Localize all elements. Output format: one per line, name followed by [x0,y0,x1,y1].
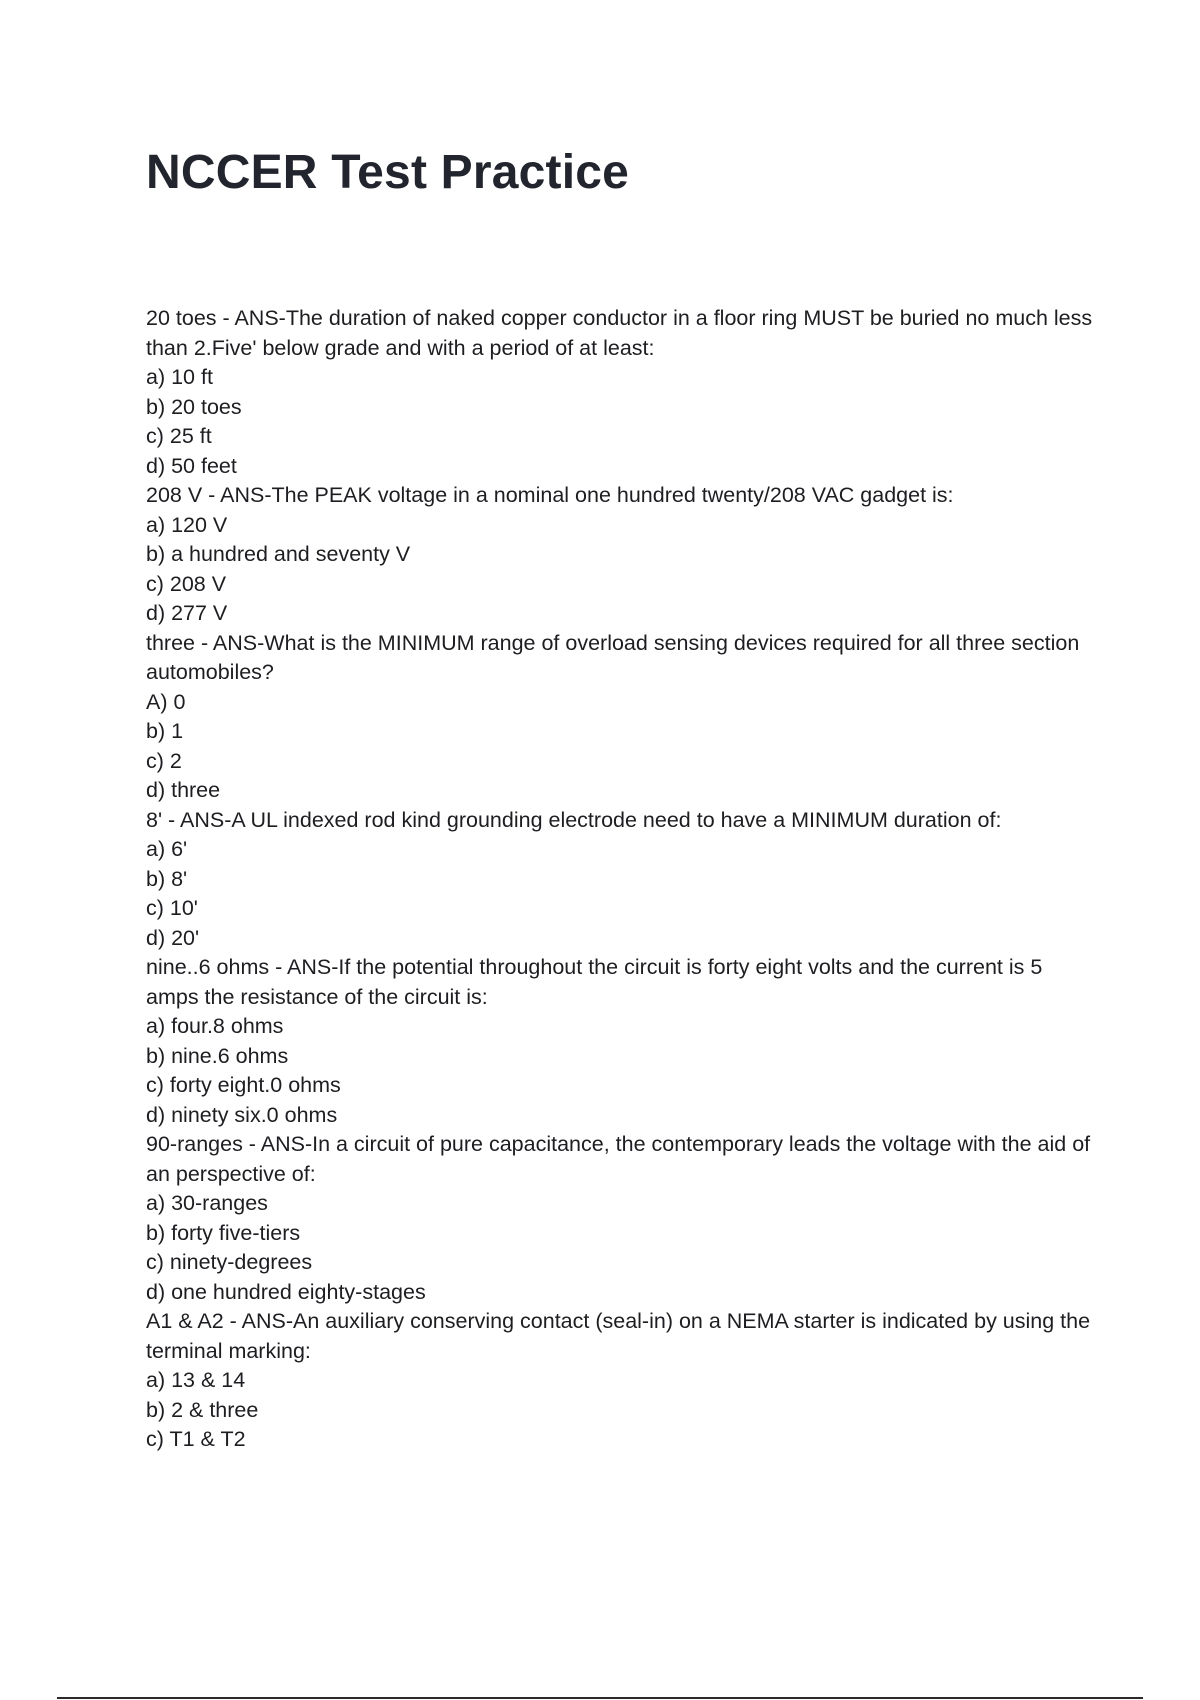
question-text: nine..6 ohms - ANS-If the potential throughout the circuit is forty eight volts and the current is 5 amps the resistance of the circuit is: [146,955,1043,1009]
question-block-7 [146,1307,1096,1455]
answer-option: c) 10' [146,896,198,920]
question-list [146,304,1096,1455]
answer-option: c) T1 & T2 [146,1427,246,1451]
question-block-5 [146,953,1096,1130]
answer-option: c) ninety-degrees [146,1250,313,1274]
answer-option: d) ninety six.0 ohms [146,1102,338,1127]
question-block-6 [146,1130,1096,1307]
answer-option: d) 20' [146,925,200,950]
answer-option: d) 277 V [146,601,228,625]
question-text: 208 V - ANS-The PEAK voltage in a nominal one hundred twenty/208 VAC gadget is: [146,483,954,507]
answer-option: d) 50 feet [146,453,237,478]
answer-option: b) 20 toes [146,394,242,419]
answer-option: a) four.8 ohms [146,1014,284,1038]
answer-option: c) 25 ft [146,424,212,448]
answer-option: a) 120 V [146,512,228,537]
answer-option: c) forty eight.0 ohms [146,1073,341,1097]
answer-option: b) 2 & three [146,1397,259,1422]
answer-option: b) forty five-tiers [146,1220,301,1245]
answer-option: b) a hundred and seventy V [146,542,411,566]
answer-option: a) 6' [146,837,188,861]
question-text: 8' - ANS-A UL indexed rod kind grounding electrode need to have a MINIMUM duration of: [146,807,1002,832]
question-block-2 [146,481,1096,629]
answer-option: A) 0 [146,689,186,714]
question-text: A1 & A2 - ANS-An auxiliary conserving contact (seal-in) on a NEMA starter is indicated by using the terminal marking: [146,1309,1091,1363]
answer-option: d) one hundred eighty-stages [146,1279,426,1304]
question-block-3 [146,629,1096,806]
answer-option: b) 1 [146,719,184,743]
question-text: three - ANS-What is the MINIMUM range of overload sensing devices required for all three section automobiles? [146,630,1080,684]
answer-option: c) 2 [146,748,182,773]
question-text: 90-ranges - ANS-In a circuit of pure capacitance, the contemporary leads the voltage with the aid of an perspective of: [146,1132,1091,1186]
footer-divider [57,1697,1143,1699]
page-title: NCCER Test Practice [146,146,630,199]
question-text: 20 toes - ANS-The duration of naked copper conductor in a floor ring MUST be buried no much less than 2.Five' below grade and with a period of at least: [146,306,1093,360]
answer-option: c) 208 V [146,571,227,596]
answer-option: a) 13 & 14 [146,1368,246,1392]
answer-option: a) 10 ft [146,365,213,389]
answer-option: b) 8' [146,866,188,891]
answer-option: d) three [146,778,221,802]
answer-option: a) 30-ranges [146,1191,268,1215]
question-block-4 [146,806,1096,954]
answer-option: b) nine.6 ohms [146,1043,289,1068]
question-block-1 [146,304,1096,481]
